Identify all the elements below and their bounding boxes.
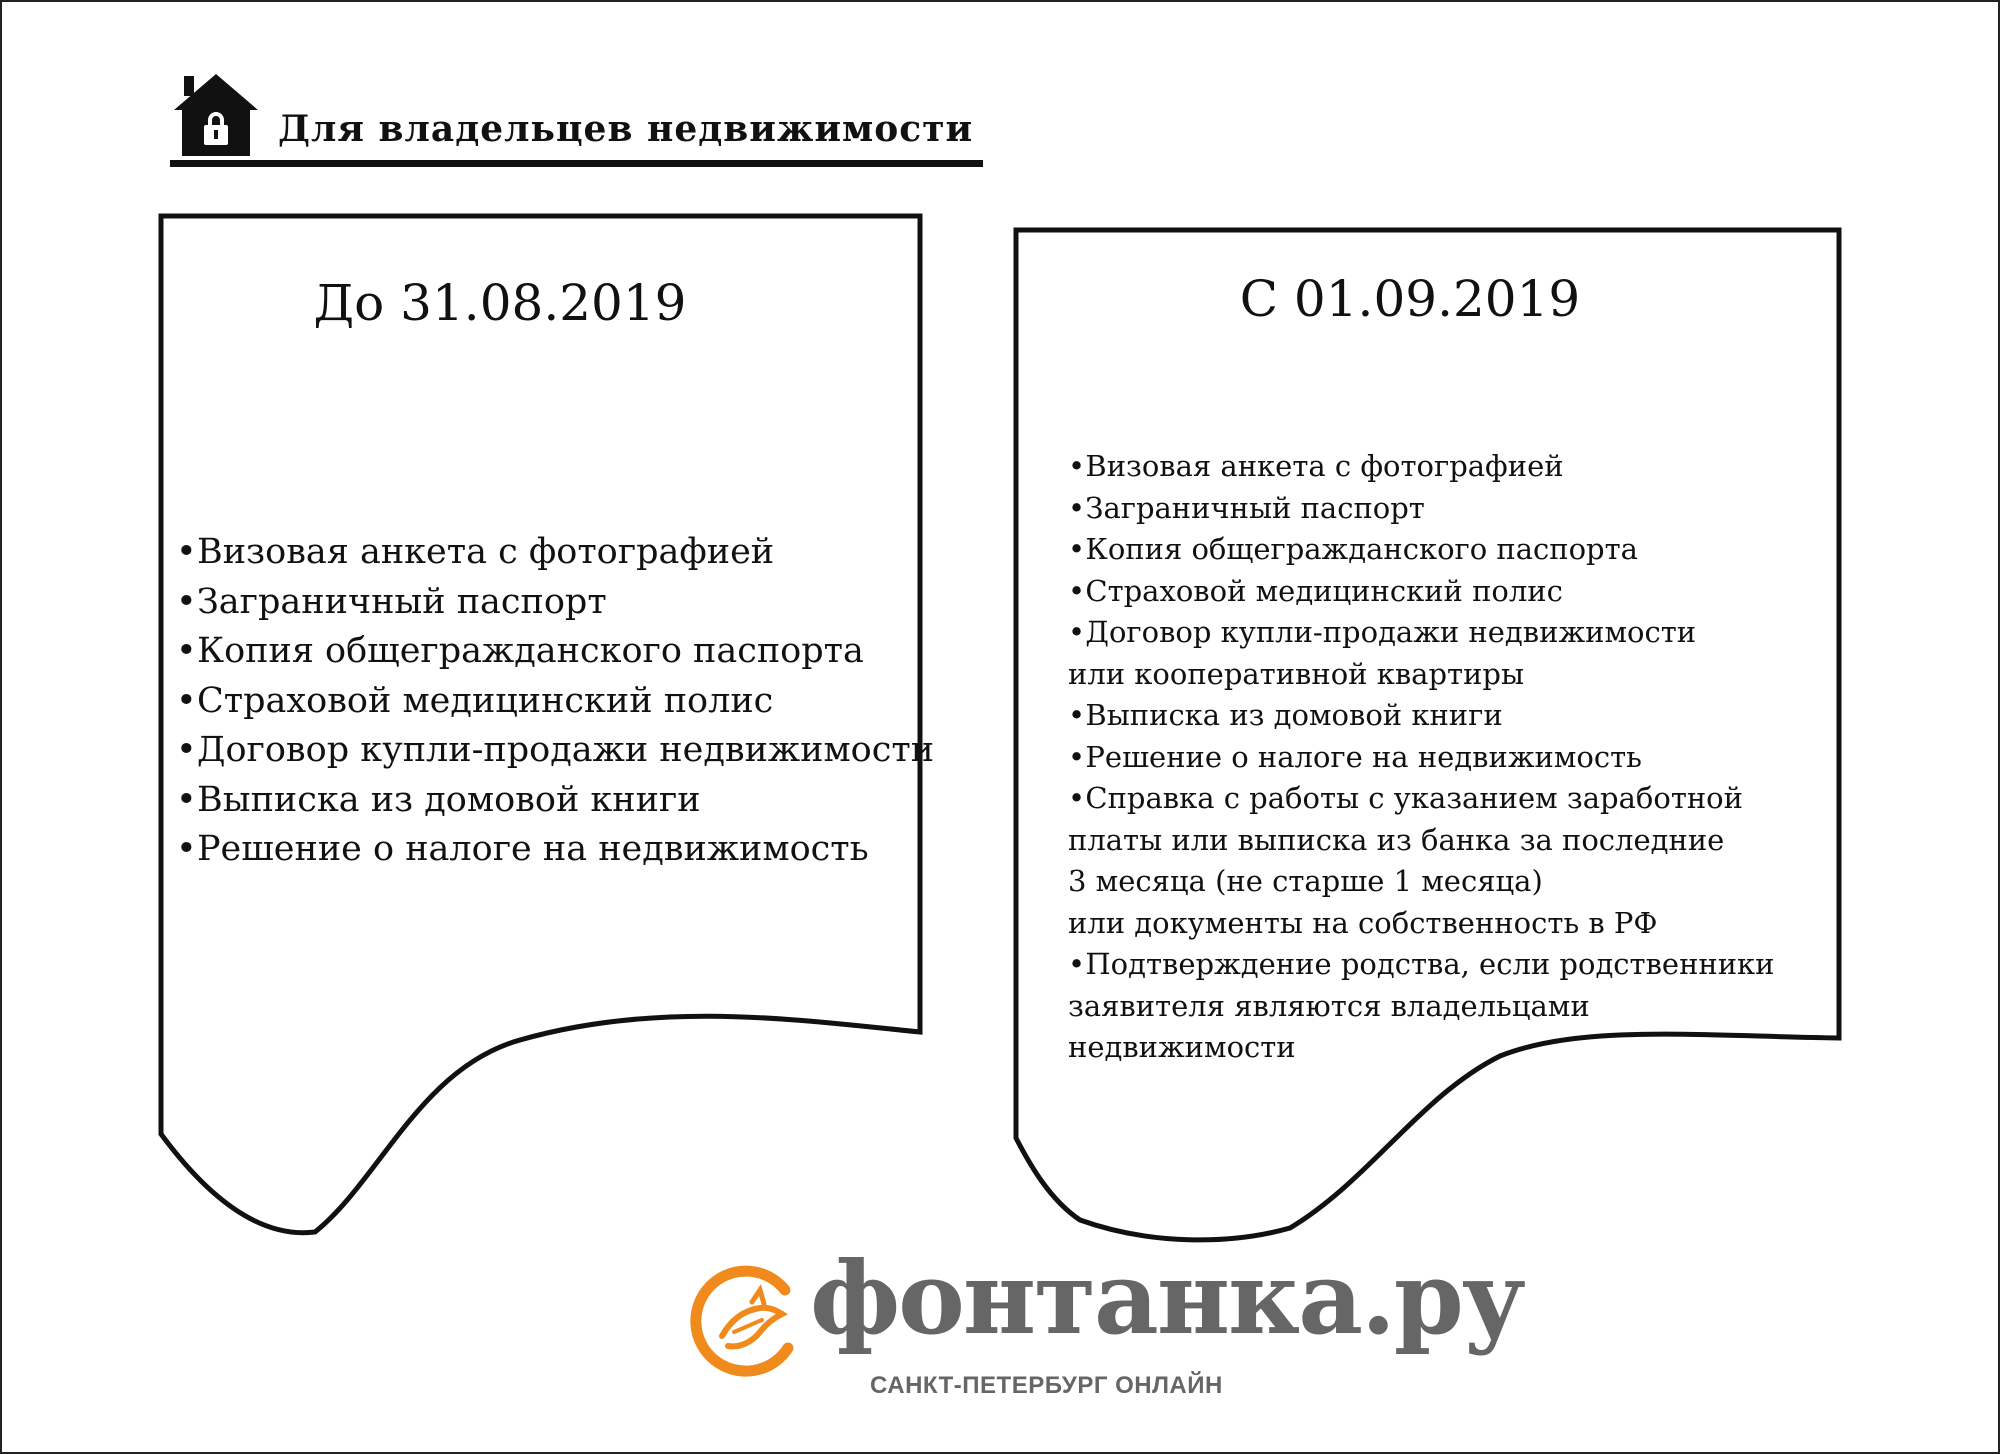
list-item [1068,861,1775,903]
fontanka-bird-logo-icon [690,1262,810,1382]
bullet-icon: • [1068,739,1086,774]
page-title: Для владельцев недвижимости [278,108,974,150]
list-item [1068,571,1775,613]
list-item [1068,1027,1775,1069]
bullet-icon: • [1068,449,1086,483]
bullet-icon: • [176,581,197,622]
bullet-icon: • [1068,781,1086,815]
list-item [176,578,934,628]
list-item [176,627,934,677]
list-item-text: недвижимости [1068,1030,1296,1064]
right-column-heading: С 01.09.2019 [1239,270,1581,328]
list-item-text: Визовая анкета с фотографией [197,532,775,572]
left-requirements-list [176,528,934,875]
list-item-text: Выписка из домовой книги [1085,698,1503,732]
left-column-heading: До 31.08.2019 [313,274,687,332]
bullet-icon: • [176,631,197,671]
list-item [176,776,934,826]
right-requirements-list [1068,446,1775,1069]
list-item [176,726,934,776]
house-lock-icon [170,68,262,160]
list-item [1068,944,1775,986]
list-item [1068,820,1775,862]
list-item [1068,446,1775,488]
title-underline [170,160,983,167]
list-item-text: Заграничный паспорт [1085,490,1425,525]
list-item [176,825,934,875]
logo-wordmark: фонтанка.ру [810,1239,1524,1357]
list-item-text: Договор купли-продажи недвижимости [1085,615,1697,649]
bullet-icon: • [176,730,197,770]
list-item-text: Визовая анкета с фотографией [1085,449,1564,483]
bullet-icon: • [1068,947,1086,981]
list-item-text: Копия общегражданского паспорта [197,631,864,671]
bullet-icon: • [176,532,197,572]
list-item-text: или кооперативной квартиры [1068,656,1525,691]
bullet-icon: • [1068,490,1086,525]
list-item [1068,488,1775,530]
list-item [176,528,934,578]
list-item [1068,612,1775,654]
list-item-text: Копия общегражданского паспорта [1085,532,1638,566]
list-item-text: Решение о налоге на недвижимость [197,829,869,869]
list-item [1068,778,1775,820]
list-item-text: Договор купли-продажи недвижимости [197,730,935,770]
list-item-text: Страховой медицинский полис [1085,573,1563,608]
bullet-icon: • [1068,698,1086,732]
bullet-icon: • [1068,532,1086,566]
list-item-text: 3 месяца (не старше 1 месяца) [1068,864,1543,898]
list-item [1068,695,1775,737]
list-item [176,677,934,727]
bullet-icon: • [176,829,197,869]
list-item-text: Страховой медицинский полис [197,680,774,721]
bullet-icon: • [1068,615,1086,649]
list-item-text: Решение о налоге на недвижимость [1085,739,1642,774]
list-item [1068,529,1775,571]
bullet-icon: • [176,680,197,721]
list-item-text: Справка с работы с указанием заработной [1085,781,1743,815]
list-item-text: Подтверждение родства, если родственники [1085,947,1775,981]
list-item [1068,654,1775,696]
list-item-text: платы или выписка из банка за последние [1068,822,1725,857]
list-item [1068,737,1775,779]
list-item [1068,986,1775,1028]
bullet-icon: • [1068,573,1086,608]
list-item-text: Выписка из домовой книги [197,779,701,820]
bullet-icon: • [176,779,197,820]
list-item-text: Заграничный паспорт [197,581,607,622]
list-item-text: или документы на собственность в РФ [1068,905,1658,940]
list-item-text: заявителя являются владельцами [1068,988,1590,1023]
list-item [1068,903,1775,945]
logo-tagline: САНКТ-ПЕТЕРБУРГ ОНЛАЙН [870,1372,1223,1399]
